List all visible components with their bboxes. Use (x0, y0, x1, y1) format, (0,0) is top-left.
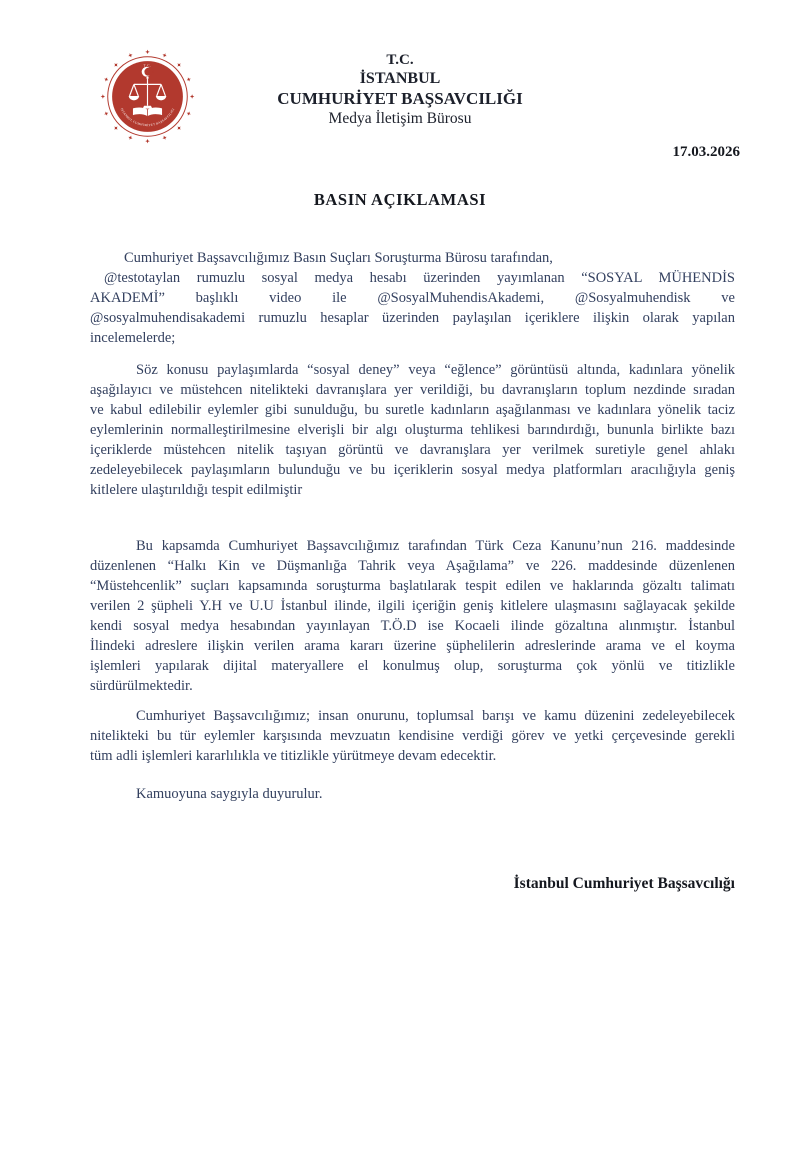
body-line: “Müstehcenlik” suçları kapsamında soruşturma başlatılarak tespit edilen ve haklarında gözaltı talimatı (90, 578, 735, 594)
closing-line: Kamuoyuna saygıyla duyurulur. (136, 786, 323, 802)
body-line: işlemleri yapılarak dijital materyallere el konulmuş olup, soruşturma çok yönlü ve titizlikle (90, 658, 735, 674)
letterhead-city: İSTANBUL (359, 70, 441, 87)
body-line: aşağılayıcı ve müstehcen nitelikteki davranışlara yer verildiği, bu davranışların toplum nezdinde sıradan (90, 382, 735, 398)
body-line: İlindeki adreslere ilişkin verilen arama kararı üzerine şüphelilerin adreslerinde arama ve el koyma (90, 638, 735, 654)
body-line: incelemelerde; (90, 330, 176, 346)
body-line: düzenlenen “Halkı Kin ve Düşmanlığa Tahrik veya Aşağılama” ve 226. maddesinde düzenlenen (90, 558, 735, 574)
letterhead-bureau: Medya İletişim Bürosu (328, 110, 472, 127)
body-line: Söz konusu paylaşımlarda “sosyal deney” veya “eğlence” görüntüsü altında, kadınlara yönelik (136, 362, 735, 378)
body-line: içeriklerde müstehcen nitelik taşıyan görüntü ve davranışlara yer verilmek suretiyle genel ahlakı (90, 442, 735, 458)
signature: İstanbul Cumhuriyet Başsavcılığı (513, 875, 735, 892)
body-line: Cumhuriyet Başsavcılığımız Basın Suçları Soruşturma Bürosu tarafından, (124, 250, 553, 266)
body-line: sürdürülmektedir. (90, 678, 193, 694)
body-line: kendi sosyal medya hesabından yayınlayan T.Ö.D ise Kocaeli ilinde gözaltına alınmıştır. İstanbul (90, 618, 735, 634)
seal-ring-text-bottom: İSTANBUL CUMHURİYET BAŞSAVCILIĞI (119, 107, 176, 128)
scales-of-justice-seal-icon (99, 48, 196, 145)
body-line: kitlelere ulaştırıldığı tespit edilmiştir (90, 482, 303, 498)
body-line: Bu kapsamda Cumhuriyet Başsavcılığımız tarafından Türk Ceza Kanunu’nun 216. maddesinde (136, 538, 735, 554)
body-line: tüm adli işlemleri kararlılıkla ve titizlikle yürütmeye devam edecektir. (90, 748, 497, 764)
document-date: 17.03.2026 (672, 144, 740, 160)
document-title: BASIN AÇIKLAMASI (313, 190, 487, 209)
body-line: zedeleyebilecek paylaşımların bulunduğu ve bu içeriklerin sosyal medya platformları aracılığıyla geniş (90, 462, 735, 478)
body-line: nitelikteki bu tür eylemler karşısında mevzuatın kendisine verdiği görev ve yetki çerçevesinde gerekli (90, 728, 735, 744)
document-body (0, 248, 735, 894)
body-line: @testotaylan rumuzlu sosyal medya hesabı üzerinden yayımlanan “SOSYAL MÜHENDİS (104, 270, 735, 286)
body-line: ve kabul edilebilir eylemler gibi sunulduğu, bu suretle kadınların aşağılanması ve kadınlara yönelik taciz (90, 402, 735, 418)
body-line: eylemlerinin normalleştirilmesine elverişli bir algı oluşturma tehlikesi barındırdığı, bununla birlikte bazı (90, 422, 735, 438)
body-paragraph (90, 706, 735, 766)
seal-ring-text-top: T.C. (143, 63, 152, 68)
letterhead-office: CUMHURİYET BAŞSAVCILIĞI (277, 89, 523, 108)
body-line: verilen 2 şüpheli Y.H ve U.U İstanbul ilinde, ilgili içeriğin geniş kitlelere ulaşmasını sağlayacak şekilde (90, 598, 735, 614)
body-paragraph (90, 268, 735, 348)
body-paragraph (90, 248, 735, 268)
body-line: @sosyalmuhendisakademi rumuzlu hesaplar üzerinden paylaşılan içeriklere ilişkin olarak yapılan (90, 310, 735, 326)
body-paragraph (90, 360, 735, 500)
closing-paragraph (90, 784, 735, 804)
body-line: Cumhuriyet Başsavcılığımız; insan onurunu, toplumsal barışı ve kamu düzenini zedeleyebilecek (136, 708, 735, 724)
body-paragraph (90, 536, 735, 696)
body-line: AKADEMİ” başlıklı video ile @SosyalMuhendisAkademi, @Sosyalmuhendisk ve (90, 290, 735, 306)
letterhead-country: T.C. (386, 52, 414, 68)
